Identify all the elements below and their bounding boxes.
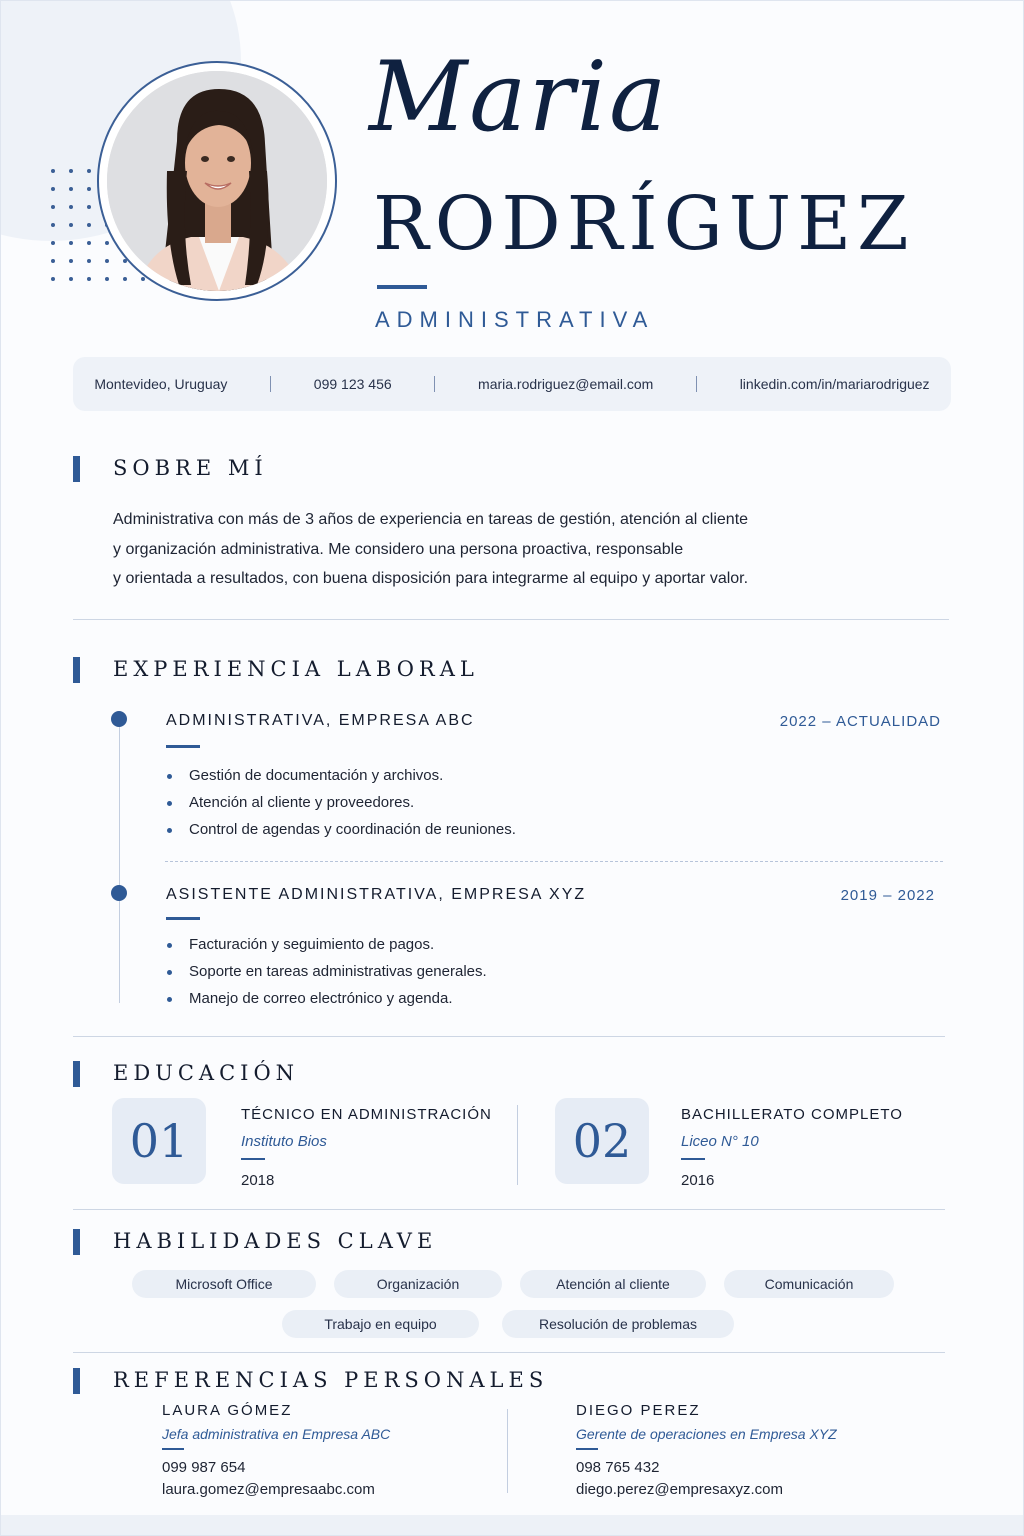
job-title: ADMINISTRATIVA, EMPRESA ABC: [166, 712, 475, 729]
decorative-dot: [69, 169, 73, 173]
job-role: ADMINISTRATIVA: [375, 307, 655, 332]
first-name: Maria: [369, 41, 669, 153]
job-accent-bar: [166, 745, 200, 748]
decorative-dot: [51, 277, 55, 281]
reference-phone: 099 987 654: [162, 1459, 246, 1476]
job-separator: [165, 861, 943, 862]
decorative-dot: [87, 205, 91, 209]
about-line: y orientada a resultados, con buena disposición para integrarme al equipo y aportar valor.: [113, 570, 749, 587]
reference-role: Gerente de operaciones en Empresa XYZ: [576, 1426, 837, 1442]
education-year: 2016: [681, 1172, 715, 1189]
section-marker: [73, 1229, 80, 1255]
job-bullet: Manejo de correo electrónico y agenda.: [165, 990, 487, 1017]
decorative-dot: [69, 277, 73, 281]
section-divider: [73, 1352, 945, 1353]
contact-phone: 099 123 456: [313, 376, 392, 392]
skill-chip: Trabajo en equipo: [282, 1310, 479, 1338]
skill-chip: Organización: [334, 1270, 502, 1298]
decorative-dot: [51, 205, 55, 209]
bottom-band: [1, 1515, 1024, 1535]
reference-role: Jefa administrativa en Empresa ABC: [162, 1426, 391, 1442]
decorative-dot: [105, 241, 109, 245]
decorative-dot: [69, 205, 73, 209]
section-marker: [73, 456, 80, 482]
timeline-dot: [111, 711, 127, 727]
decorative-dot: [141, 277, 145, 281]
reference-accent-bar: [576, 1448, 598, 1450]
decorative-dot: [123, 277, 127, 281]
reference-email[interactable]: laura.gomez@empresaabc.com: [162, 1481, 375, 1498]
decorative-dot: [51, 259, 55, 263]
section-divider: [73, 1209, 945, 1210]
job-bullet: Atención al cliente y proveedores.: [165, 794, 516, 821]
contact-location: Montevideo, Uruguay: [94, 376, 228, 392]
decorative-dot: [87, 241, 91, 245]
job-dates: 2019 – 2022: [840, 887, 935, 904]
section-marker: [73, 657, 80, 683]
contact-bar: [73, 357, 951, 411]
job-bullets: [165, 767, 516, 848]
skill-chip: Resolución de problemas: [502, 1310, 734, 1338]
skill-chip: Comunicación: [724, 1270, 894, 1298]
education-number: 02: [555, 1098, 649, 1184]
skill-chip: Atención al cliente: [520, 1270, 706, 1298]
contact-email[interactable]: maria.rodriguez@email.com: [478, 376, 654, 392]
section-marker: [73, 1368, 80, 1394]
portrait-photo: [107, 71, 327, 291]
about-line: Administrativa con más de 3 años de experiencia en tareas de gestión, atención al cliente: [113, 511, 749, 528]
decorative-dot: [51, 241, 55, 245]
decorative-dot: [69, 241, 73, 245]
job-bullets: [165, 936, 487, 1017]
portrait-illustration: [107, 71, 327, 291]
job-bullet: Gestión de documentación y archivos.: [165, 767, 516, 794]
decorative-dot: [105, 277, 109, 281]
timeline-dot: [111, 885, 127, 901]
photo-frame: [97, 61, 337, 301]
about-text: [113, 505, 873, 594]
reference-email[interactable]: diego.perez@empresaxyz.com: [576, 1481, 783, 1498]
decorative-dot: [69, 223, 73, 227]
decorative-dot: [51, 169, 55, 173]
decorative-dot: [87, 259, 91, 263]
education-institution: Liceo N° 10: [681, 1133, 759, 1150]
education-accent-bar: [241, 1158, 265, 1160]
education-year: 2018: [241, 1172, 275, 1189]
experience-title: EXPERIENCIA LABORAL: [113, 657, 479, 681]
reference-accent-bar: [162, 1448, 184, 1450]
education-degree: TÉCNICO EN ADMINISTRACIÓN: [241, 1106, 492, 1123]
reference-phone: 098 765 432: [576, 1459, 660, 1476]
job-bullet: Facturación y seguimiento de pagos.: [165, 936, 487, 963]
decorative-dot: [87, 223, 91, 227]
education-title: EDUCACIÓN: [113, 1061, 300, 1085]
education-institution: Instituto Bios: [241, 1133, 327, 1150]
references-title: REFERENCIAS PERSONALES: [113, 1368, 549, 1392]
job-accent-bar: [166, 917, 200, 920]
job-bullet: Soporte en tareas administrativas generales.: [165, 963, 487, 990]
decorative-dot: [87, 187, 91, 191]
decorative-dot: [51, 187, 55, 191]
job-bullet: Control de agendas y coordinación de reuniones.: [165, 821, 516, 848]
contact-separator: [696, 376, 697, 392]
contact-linkedin[interactable]: linkedin.com/in/mariarodriguez: [739, 376, 930, 392]
skill-chip: Microsoft Office: [132, 1270, 316, 1298]
timeline-line: [119, 721, 120, 1003]
decorative-dot: [69, 187, 73, 191]
reference-name: DIEGO PEREZ: [576, 1402, 701, 1419]
education-degree: BACHILLERATO COMPLETO: [681, 1106, 903, 1123]
education-number: 01: [112, 1098, 206, 1184]
decorative-dot: [51, 223, 55, 227]
contact-separator: [434, 376, 435, 392]
decorative-dot: [69, 259, 73, 263]
title-accent-bar: [377, 285, 427, 289]
section-marker: [73, 1061, 80, 1087]
section-divider: [73, 619, 949, 620]
reference-name: LAURA GÓMEZ: [162, 1402, 293, 1419]
about-title: SOBRE MÍ: [113, 456, 268, 480]
education-separator: [517, 1105, 518, 1185]
job-dates: 2022 – ACTUALIDAD: [779, 713, 941, 730]
last-name: RODRÍGUEZ: [373, 181, 915, 267]
section-divider: [73, 1036, 945, 1037]
skills-title: HABILIDADES CLAVE: [113, 1229, 438, 1253]
decorative-dot: [87, 277, 91, 281]
about-line: y organización administrativa. Me considero una persona proactiva, responsable: [113, 540, 684, 558]
decorative-dot: [105, 259, 109, 263]
decorative-dot: [87, 169, 91, 173]
education-accent-bar: [681, 1158, 705, 1160]
job-title: ASISTENTE ADMINISTRATIVA, EMPRESA XYZ: [166, 886, 587, 903]
contact-separator: [270, 376, 271, 392]
reference-separator: [507, 1409, 508, 1493]
